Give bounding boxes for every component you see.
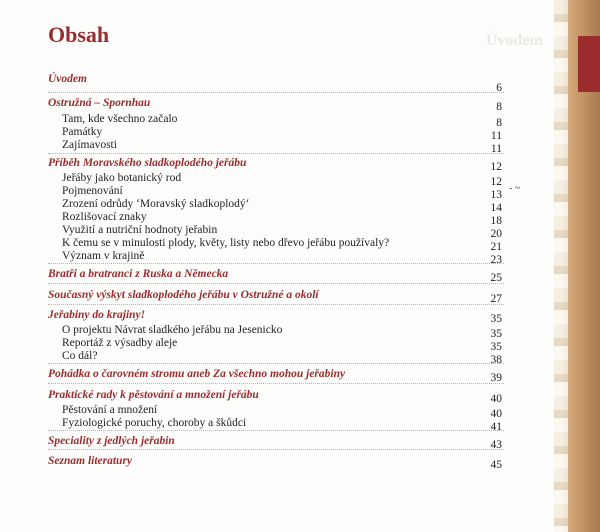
toc-page-number: 35 [490,341,502,353]
toc-section-title: Bratři a bratranci z Ruska a Německa [48,268,229,280]
toc-page-number: 13 [490,189,502,201]
toc-entry: Reportáž z výsadby aleje [62,337,178,349]
toc-page-number: 20 [490,228,502,240]
toc-entry: Pěstování a množení [62,404,158,416]
divider [48,383,504,384]
toc-page-number: 18 [490,215,502,227]
toc-page-number: 11 [490,143,502,155]
toc-section-title: Praktické rady k pěstování a množení jeřábu [48,389,259,401]
toc-entry: Pojmenování [62,185,123,197]
toc-page-number: 8 [496,117,502,129]
divider [48,449,504,450]
toc-entry: Zrození odrůdy ‘Moravský sladkoplodý‘ [62,198,250,210]
facing-page-heading: Úvodem [486,32,543,49]
toc-section-title: Úvodem [48,73,87,85]
toc-page-number: 6 [496,82,502,94]
toc-page-number: 35 [490,328,502,340]
toc-entry: O projektu Návrat sladkého jeřábu na Jesenicko [62,324,283,336]
toc-page-number: 45 [490,459,502,471]
toc-page-number: 35 [490,313,502,325]
toc-page-number: 27 [490,293,502,305]
toc-entry: Význam v krajině [62,250,145,262]
divider [48,263,504,264]
toc-page-number: 11 [490,130,502,142]
toc-entry: Co dál? [62,350,98,362]
toc-section-title: Příběh Moravského sladkoplodého jeřábu [48,157,247,169]
toc-page-number: 41 [490,421,502,433]
toc-entry: Zajímavosti [62,139,117,151]
toc-entry: Rozlišovací znaky [62,211,147,223]
toc-entry: Památky [62,126,103,138]
divider [48,304,504,305]
toc-section-title: Seznam literatury [48,455,133,467]
divider [48,153,504,154]
toc-section-title: Současný výskyt sladkoplodého jeřábu v Ostružné a okolí [48,289,319,301]
toc-section-title: Speciality z jedlých jeřabin [48,435,175,447]
toc-page-number: 40 [490,393,502,405]
toc-page-number: 12 [490,161,502,173]
toc-page-number: 38 [490,354,502,366]
torn-paper-strip [554,0,568,532]
toc-page-number: 43 [490,439,502,451]
toc-page-number: 21 [490,241,502,253]
page-title: Obsah [48,22,110,47]
toc-entry: Tam, kde všechno začalo [62,113,178,125]
toc-entry: Využití a nutriční hodnoty jeřabin [62,224,218,236]
toc-section-title: Jeřabiny do krajiny! [48,309,146,321]
toc-page-number: 25 [490,272,502,284]
red-tab-marker [578,36,600,92]
toc-page-number: 12 [490,176,502,188]
toc-page-number: 14 [490,202,502,214]
toc-entry: Jeřáby jako botanický rod [62,172,182,184]
toc-page-number: 23 [490,254,502,266]
toc-section-title: Ostružná – Spornhau [48,97,151,109]
divider [48,92,504,93]
toc-page-number: 8 [496,101,502,113]
toc-page-number: 39 [490,372,502,384]
handwritten-margin-mark: - ~ [509,183,521,194]
toc-page-number: 40 [490,408,502,420]
divider [48,283,504,284]
divider [48,363,504,364]
divider [48,430,504,431]
toc-section-title: Pohádka o čarovném stromu aneb Za všechno mohou jeřabiny [48,368,346,380]
toc-entry: Fyziologické poruchy, choroby a škůdci [62,417,247,429]
toc-entry: K čemu se v minulosti plody, květy, listy nebo dřevo jeřábu používaly? [62,237,390,249]
